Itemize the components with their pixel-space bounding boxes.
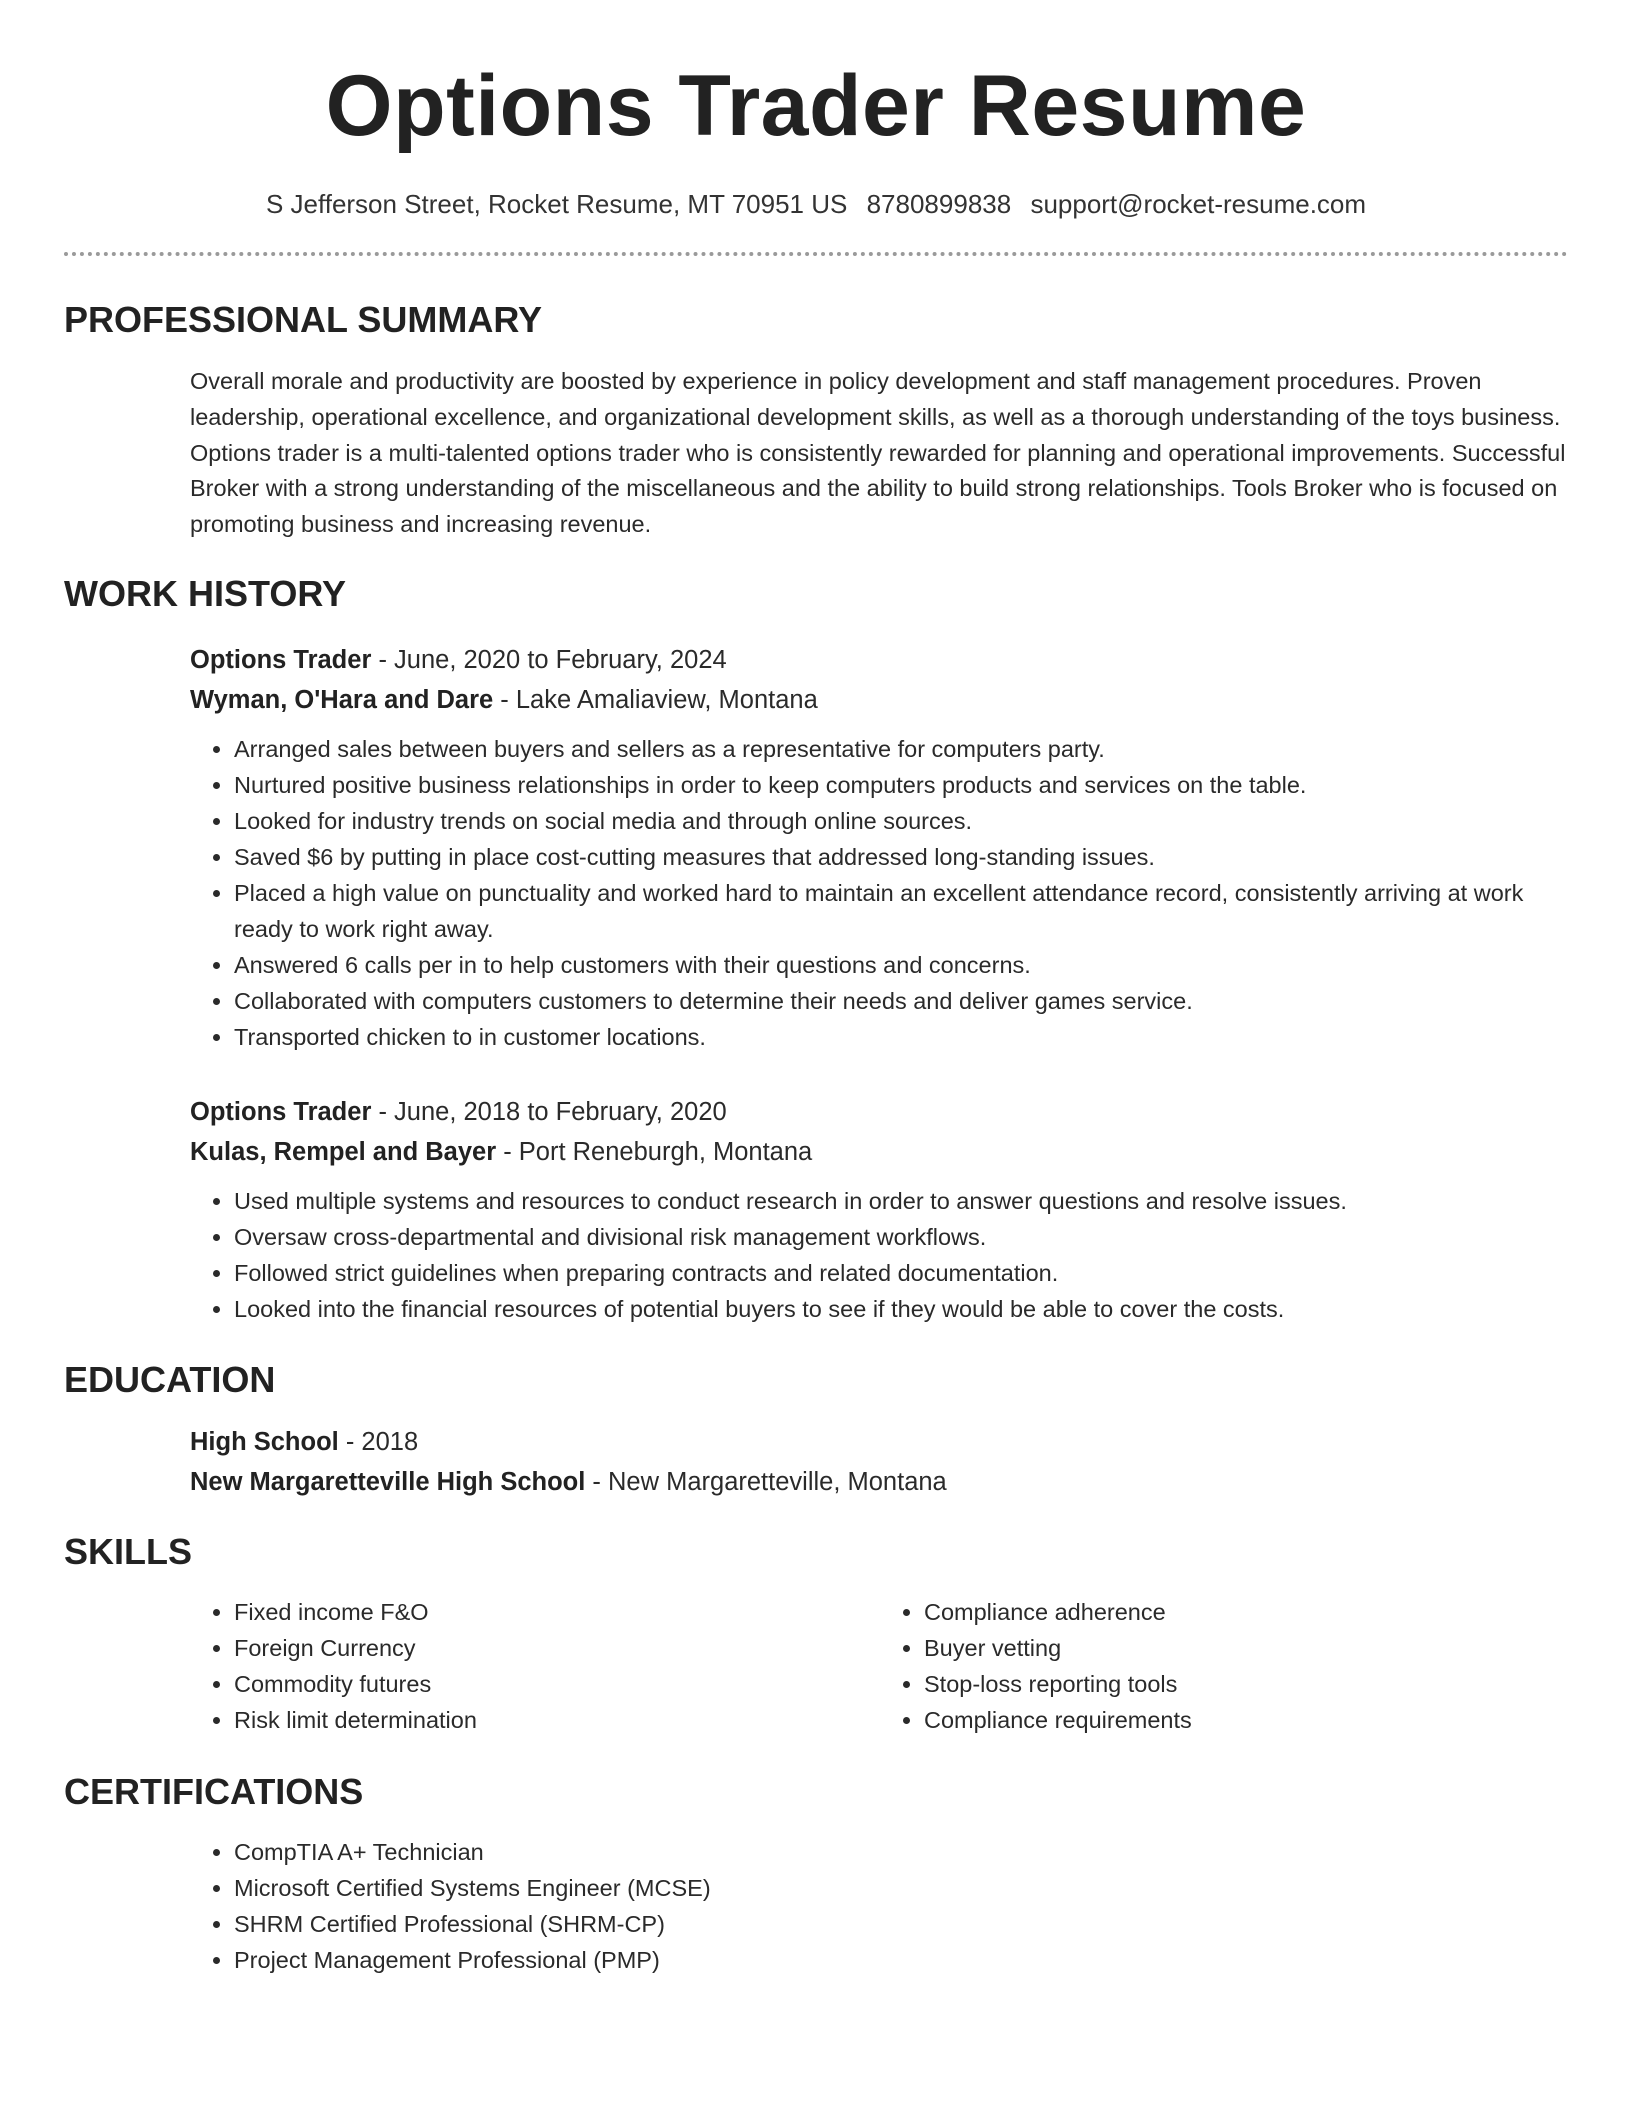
list-item: • Followed strict guidelines when preparing contracts and related documentation. [234,1255,1570,1291]
job-role-line [190,640,1570,680]
education-degree-line [190,1422,1570,1462]
list-item: • Looked for industry trends on social media and through online sources. [234,803,1570,839]
skill-item: • Foreign Currency [234,1630,880,1666]
skill-item: • Buyer vetting [924,1630,1570,1666]
job-company-line [190,1132,1570,1172]
contact-address: S Jefferson Street, Rocket Resume, MT 70951 US [265,189,848,219]
job-location: - Port Reneburgh, Montana [496,1138,813,1166]
education-location: - New Margaretteville, Montana [585,1468,947,1496]
skill-item: • Stop-loss reporting tools [924,1666,1570,1702]
job-company-line [190,680,1570,720]
header-divider [64,252,1568,256]
skill-item: • Fixed income F&O [234,1594,880,1630]
summary-body [190,364,1570,543]
job-role: Options Trader [190,1098,372,1126]
list-item: • Answered 6 calls per in to help customers with their questions and concerns. [234,947,1570,983]
job-dates: - June, 2018 to February, 2020 [371,1098,727,1126]
section-title-summary: PROFESSIONAL SUMMARY [64,299,543,340]
certification-item: • Microsoft Certified Systems Engineer (MCSE) [234,1870,1570,1906]
resume-title: Options Trader Resume [325,58,1307,154]
list-item: • Looked into the financial resources of potential buyers to see if they would be able to cover the costs. [234,1291,1570,1327]
job-dates: - June, 2020 to February, 2024 [371,646,727,674]
job-location: - Lake Amaliaview, Montana [493,686,818,714]
job-company: Kulas, Rempel and Bayer [190,1138,497,1166]
contact-email[interactable]: support@rocket-resume.com [1030,189,1367,219]
certification-item: • SHRM Certified Professional (SHRM-CP) [234,1906,1570,1942]
list-item: • Nurtured positive business relationships in order to keep computers products and services on the table. [234,767,1570,803]
list-item: • Arranged sales between buyers and sellers as a representative for computers party. [234,731,1570,767]
resume-header [64,0,1568,264]
section-title-work-history: WORK HISTORY [64,573,347,614]
education-school: New Margaretteville High School [190,1468,586,1496]
skills-column-left [190,1594,880,1738]
list-item: • Saved $6 by putting in place cost-cutting measures that addressed long-standing issues. [234,839,1570,875]
skills-column-right [880,1594,1570,1738]
skill-item: • Compliance requirements [924,1702,1570,1738]
contact-phone: 8780899838 [866,189,1012,219]
list-item: • Placed a high value on punctuality and worked hard to maintain an excellent attendance record, consistently arriving at work ready to work right away. [234,875,1570,947]
job-entry-2 [190,1092,1570,1172]
job-role: Options Trader [190,646,372,674]
skill-item: • Compliance adherence [924,1594,1570,1630]
skill-item: • Risk limit determination [234,1702,880,1738]
job-1-bullets [190,731,1570,1055]
education-school-line [190,1462,1570,1502]
skill-item: • Commodity futures [234,1666,880,1702]
section-title-certifications: CERTIFICATIONS [64,1771,364,1812]
certification-item: • CompTIA A+ Technician [234,1834,1570,1870]
contact-line [64,188,1568,220]
job-role-line [190,1092,1570,1132]
job-2-bullets [190,1183,1570,1327]
job-entry-1 [190,640,1570,720]
summary-text: Overall morale and productivity are boosted by experience in policy development and staff management procedures. Proven leadership, operational excellence, and organizational development skills, as well as a thorough understanding of the toys business. Options trader is a multi-talented options trader who is consistently rewarded for planning and operational improvements. Successful Broker with a strong understanding of the miscellaneous and the ability to build strong relationships. Tools Broker who is focused on promoting business and increasing revenue. [190,368,1566,538]
certifications-list [190,1834,1570,1978]
section-title-education: EDUCATION [64,1359,276,1400]
education-degree: High School [190,1428,339,1456]
list-item: • Collaborated with computers customers to determine their needs and deliver games service. [234,983,1570,1019]
list-item: • Oversaw cross-departmental and divisional risk management workflows. [234,1219,1570,1255]
education-year: - 2018 [338,1428,419,1456]
skills-list [190,1594,1570,1738]
certification-item: • Project Management Professional (PMP) [234,1942,1570,1978]
job-company: Wyman, O'Hara and Dare [190,686,494,714]
education-entry [190,1422,1570,1502]
list-item: • Used multiple systems and resources to conduct research in order to answer questions and resolve issues. [234,1183,1570,1219]
list-item: • Transported chicken to in customer locations. [234,1019,1570,1055]
section-title-skills: SKILLS [64,1531,193,1572]
